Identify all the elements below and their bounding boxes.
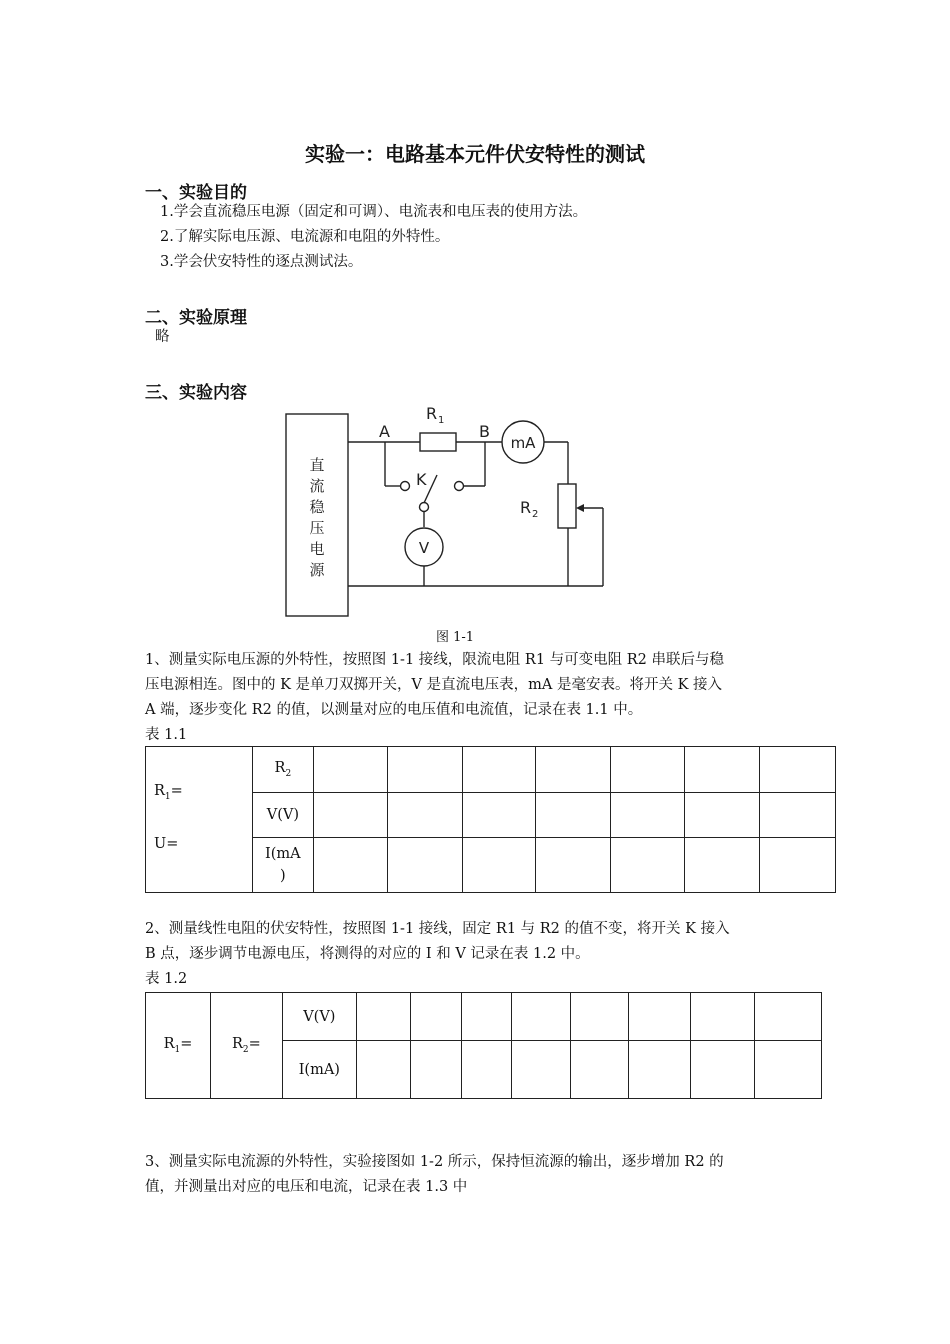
para1-line3: A 端，逐步变化 R2 的值，以测量对应的电压值和电流值，记录在表 1.1 中。 — [145, 702, 643, 718]
table2-cell[interactable] — [755, 993, 822, 1041]
source-char-6: 源 — [309, 561, 325, 579]
table1-r1-label: R — [154, 782, 165, 799]
table2-cell[interactable] — [691, 1041, 755, 1099]
switch-contact-b — [455, 482, 464, 491]
purpose-item-1: 1.学会直流稳压电源（固定和可调）、电流表和电压表的使用方法。 — [160, 204, 588, 220]
label-r2: R — [520, 498, 532, 517]
label-v: V — [418, 539, 430, 557]
table2-cell[interactable] — [511, 1041, 571, 1099]
source-char-5: 电 — [309, 540, 325, 558]
label-r1-sub: 1 — [438, 415, 445, 426]
source-char-3: 稳 — [309, 498, 325, 516]
table1-cell[interactable] — [387, 793, 462, 838]
table1-row-v-header: V(V) — [252, 793, 313, 838]
table1-cell[interactable] — [760, 793, 836, 838]
table1-cell[interactable] — [462, 838, 536, 893]
table2-cell[interactable] — [571, 993, 629, 1041]
table2-cell[interactable] — [356, 1041, 410, 1099]
table1-cell[interactable] — [760, 747, 836, 793]
figure-caption: 图 1-1 — [436, 630, 475, 645]
table1-cell[interactable] — [611, 747, 685, 793]
table2-r1-cell: $R_1=$ — [146, 993, 211, 1099]
page-title: 实验一：电路基本元件伏安特性的测试 — [305, 142, 645, 166]
table1-cell[interactable] — [387, 838, 462, 893]
table2-cell[interactable] — [356, 993, 410, 1041]
resistor-r2 — [558, 484, 576, 528]
table1-r1-sub: 1 — [164, 791, 171, 802]
table-1-1 — [145, 746, 836, 893]
purpose-item-2: 2.了解实际电压源、电流源和电阻的外特性。 — [160, 229, 450, 245]
source-char-2: 流 — [309, 477, 325, 495]
wiper-arrow-icon — [576, 504, 584, 512]
table1-cell[interactable] — [611, 838, 685, 893]
table2-cell[interactable] — [461, 1041, 511, 1099]
table2-row-i-header: I(mA) — [282, 1041, 356, 1099]
table1-cell[interactable] — [462, 793, 536, 838]
para2-line2: B 点，逐步调节电源电压，将测得的对应的 I 和 V 记录在表 1.2 中。 — [145, 946, 590, 962]
table2-cell[interactable] — [629, 1041, 691, 1099]
section-heading-principle: 二、实验原理 — [145, 308, 247, 328]
table-1-2 — [145, 992, 822, 1099]
label-a: A — [379, 422, 390, 441]
source-char-4: 压 — [309, 519, 325, 537]
table1-cell[interactable] — [462, 747, 536, 793]
label-r1: R — [426, 404, 438, 423]
table1-label: 表 1.1 — [145, 727, 188, 743]
para1-line2: 压电源相连。图中的 K 是单刀双掷开关，V 是直流电压表，mA 是毫安表。将开关 K 接入 — [145, 677, 723, 693]
table2-label: 表 1.2 — [145, 971, 188, 987]
table2-r2-cell: $R_2=$ — [210, 993, 282, 1099]
table1-cell[interactable] — [611, 793, 685, 838]
table2-cell[interactable] — [461, 993, 511, 1041]
table1-cell[interactable] — [313, 747, 387, 793]
table1-params-cell — [146, 747, 253, 893]
table1-cell[interactable] — [685, 838, 760, 893]
section-heading-content: 三、实验内容 — [145, 383, 247, 403]
table2-cell[interactable] — [755, 1041, 822, 1099]
table2-cell[interactable] — [410, 1041, 461, 1099]
label-b: B — [479, 422, 490, 441]
resistor-r1 — [420, 433, 456, 451]
principle-body: 略 — [155, 329, 170, 345]
table1-row-r2-header: $R_2$ — [252, 747, 313, 793]
table1-u-label: U= — [154, 836, 179, 853]
table2-row-v-header: V(V) — [282, 993, 356, 1041]
table1-row-i-header: I(mA ) — [252, 838, 313, 893]
label-k: K — [416, 470, 427, 489]
table1-cell[interactable] — [685, 747, 760, 793]
table1-cell[interactable] — [760, 838, 836, 893]
label-ma: mA — [510, 434, 536, 452]
table2-cell[interactable] — [691, 993, 755, 1041]
circuit-diagram — [0, 0, 950, 650]
table1-r1-suffix: = — [170, 782, 183, 799]
table1-cell[interactable] — [387, 747, 462, 793]
para2-line1: 2、测量线性电阻的伏安特性，按照图 1-1 接线，固定 R1 与 R2 的值不变，将开关 K 接入 — [145, 921, 730, 937]
table1-cell[interactable] — [536, 747, 611, 793]
table2-cell[interactable] — [511, 993, 571, 1041]
label-r2-sub: 2 — [532, 509, 539, 520]
para1-line1: 1、测量实际电压源的外特性，按照图 1-1 接线，限流电阻 R1 与可变电阻 R2 串联后与稳 — [145, 652, 725, 668]
para3-line1: 3、测量实际电流源的外特性，实验接图如 1-2 所示，保持恒流源的输出，逐步增加 R2 的 — [145, 1154, 724, 1170]
table1-cell[interactable] — [536, 793, 611, 838]
table1-cell[interactable] — [313, 793, 387, 838]
table2-cell[interactable] — [410, 993, 461, 1041]
para3-line2: 值，并测量出对应的电压和电流，记录在表 1.3 中 — [145, 1179, 468, 1195]
section-heading-purpose: 一、实验目的 — [145, 183, 247, 203]
switch-pivot — [420, 503, 429, 512]
table2-cell[interactable] — [629, 993, 691, 1041]
table1-cell[interactable] — [313, 838, 387, 893]
table2-cell[interactable] — [571, 1041, 629, 1099]
table1-cell[interactable] — [685, 793, 760, 838]
switch-contact-a — [401, 482, 410, 491]
purpose-item-3: 3.学会伏安特性的逐点测试法。 — [160, 254, 363, 270]
source-char-1: 直 — [309, 456, 325, 474]
table1-cell[interactable] — [536, 838, 611, 893]
